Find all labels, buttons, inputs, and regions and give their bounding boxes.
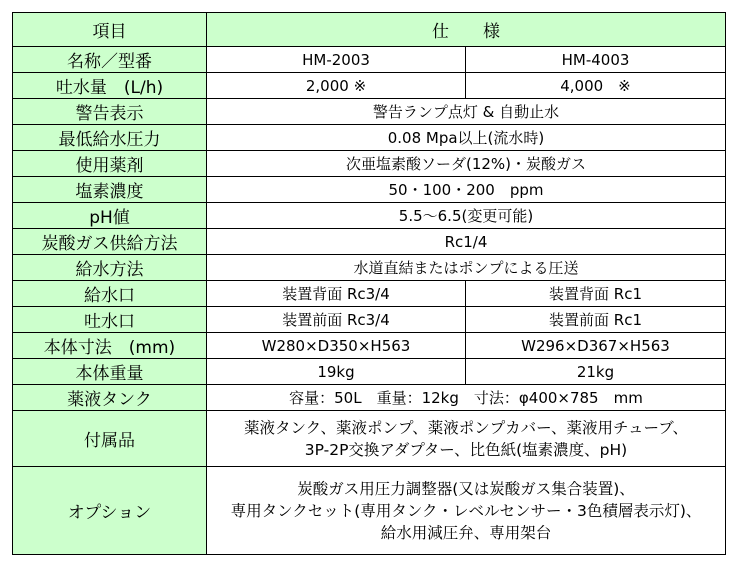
header-row xyxy=(13,13,726,47)
row-tank xyxy=(13,385,726,411)
label-weight: 本体重量 xyxy=(13,359,207,385)
label-warning: 警告表示 xyxy=(13,99,207,125)
label-ph: pH値 xyxy=(13,203,207,229)
label-options: オプション xyxy=(13,467,207,555)
value-chlorine: 50・100・200 ppm xyxy=(207,177,726,203)
value-weight-b: 21kg xyxy=(466,359,726,385)
value-dimensions-b: W296×D367×H563 xyxy=(466,333,726,359)
value-name-b: HM-4003 xyxy=(466,47,726,73)
row-chlorine xyxy=(13,177,726,203)
header-spec: 仕 様 xyxy=(207,13,726,47)
label-accessories: 付属品 xyxy=(13,411,207,467)
label-tank: 薬液タンク xyxy=(13,385,207,411)
row-options xyxy=(13,467,726,555)
row-weight xyxy=(13,359,726,385)
label-dimensions: 本体寸法 (mm) xyxy=(13,333,207,359)
value-flow-a: 2,000 ※ xyxy=(207,73,466,99)
row-co2 xyxy=(13,229,726,255)
accessories-line-2: 3P-2P交換アダプター、比色紙(塩素濃度、pH) xyxy=(304,440,628,459)
value-co2: Rc1/4 xyxy=(207,229,726,255)
value-dimensions-a: W280×D350×H563 xyxy=(207,333,466,359)
row-flow xyxy=(13,73,726,99)
value-pressure: 0.08 Mpa以上(流水時) xyxy=(207,125,726,151)
label-pressure: 最低給水圧力 xyxy=(13,125,207,151)
options-line-2: 専用タンクセット(専用タンク・レベルセンサー・3色積層表示灯)、 xyxy=(230,501,702,520)
label-co2: 炭酸ガス供給方法 xyxy=(13,229,207,255)
value-ph: 5.5～6.5(変更可能) xyxy=(207,203,726,229)
value-warning: 警告ランプ点灯 & 自動止水 xyxy=(207,99,726,125)
value-name-a: HM-2003 xyxy=(207,47,466,73)
value-tank: 容量：50L 重量：12kg 寸法：φ400×785 mm xyxy=(207,385,726,411)
row-dimensions xyxy=(13,333,726,359)
value-weight-a: 19kg xyxy=(207,359,466,385)
row-pressure xyxy=(13,125,726,151)
header-item: 項目 xyxy=(13,13,207,47)
row-inlet xyxy=(13,281,726,307)
label-supply: 給水方法 xyxy=(13,255,207,281)
row-warning xyxy=(13,99,726,125)
value-outlet-b: 装置前面 Rc1 xyxy=(466,307,726,333)
value-inlet-b: 装置背面 Rc1 xyxy=(466,281,726,307)
value-inlet-a: 装置背面 Rc3/4 xyxy=(207,281,466,307)
row-accessories xyxy=(13,411,726,467)
spec-table-container xyxy=(12,12,725,555)
options-line-1: 炭酸ガス用圧力調整器(又は炭酸ガス集合装置)、 xyxy=(297,479,635,498)
spec-table xyxy=(12,12,726,555)
row-name xyxy=(13,47,726,73)
label-outlet: 吐水口 xyxy=(13,307,207,333)
label-name: 名称／型番 xyxy=(13,47,207,73)
value-options xyxy=(207,467,726,555)
value-accessories xyxy=(207,411,726,467)
row-outlet xyxy=(13,307,726,333)
row-chemical xyxy=(13,151,726,177)
label-inlet: 給水口 xyxy=(13,281,207,307)
label-flow: 吐水量 (L/h) xyxy=(13,73,207,99)
label-chemical: 使用薬剤 xyxy=(13,151,207,177)
row-supply xyxy=(13,255,726,281)
value-chemical: 次亜塩素酸ソーダ(12%)・炭酸ガス xyxy=(207,151,726,177)
value-outlet-a: 装置前面 Rc3/4 xyxy=(207,307,466,333)
value-flow-b: 4,000 ※ xyxy=(466,73,726,99)
label-chlorine: 塩素濃度 xyxy=(13,177,207,203)
accessories-line-1: 薬液タンク、薬液ポンプ、薬液ポンプカバー、薬液用チューブ、 xyxy=(243,418,689,437)
value-supply: 水道直結またはポンプによる圧送 xyxy=(207,255,726,281)
options-line-3: 給水用減圧弁、専用架台 xyxy=(380,523,552,542)
row-ph xyxy=(13,203,726,229)
